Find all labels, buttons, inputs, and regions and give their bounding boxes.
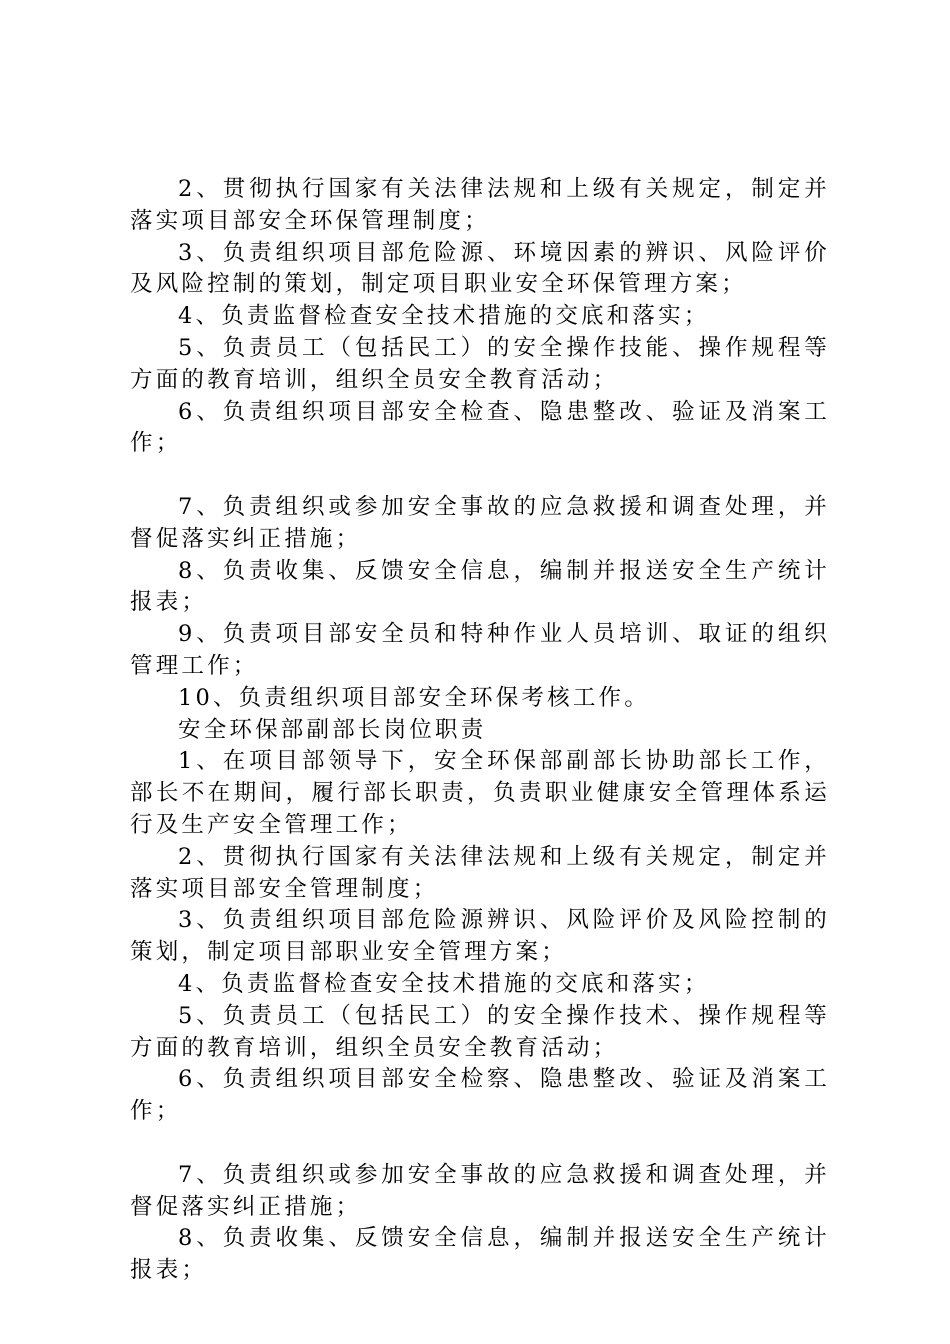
paragraph-item-8: 8、负责收集、反馈安全信息，编制并报送安全生产统计报表； xyxy=(130,557,830,616)
document-body xyxy=(130,174,830,1287)
paragraph-deputy-8: 8、负责收集、反馈安全信息，编制并报送安全生产统计报表； xyxy=(130,1225,830,1284)
paragraph-item-5: 5、负责员工（包括民工）的安全操作技能、操作规程等方面的教育培训，组织全员安全教育活动； xyxy=(130,334,830,393)
blank-line xyxy=(130,1128,830,1160)
paragraph-item-4: 4、负责监督检查安全技术措施的交底和落实； xyxy=(178,303,710,330)
paragraph-item-2: 2、贯彻执行国家有关法律法规和上级有关规定，制定并落实项目部安全环保管理制度； xyxy=(130,176,830,234)
paragraph-item-9: 9、负责项目部安全员和特种作业人员培训、取证的组织管理工作； xyxy=(130,621,830,679)
paragraph-deputy-6: 6、负责组织项目部安全检察、隐患整改、验证及消案工作； xyxy=(130,1066,830,1125)
paragraph-item-10: 10、负责组织项目部安全环保考核工作。 xyxy=(178,684,650,711)
paragraph-item-3: 3、负责组织项目部危险源、环境因素的辨识、风险评价及风险控制的策划，制定项目职业安全环保管理方案； xyxy=(130,239,830,298)
blank-line xyxy=(130,460,830,492)
paragraph-item-7: 7、负责组织或参加安全事故的应急救援和调查处理，并督促落实纠正措施； xyxy=(130,493,830,552)
paragraph-deputy-1: 1、在项目部领导下，安全环保部副部长协助部长工作，部长不在期间，履行部长职责，负责职业健康安全管理体系运行及生产安全管理工作； xyxy=(130,748,830,838)
paragraph-deputy-3: 3、负责组织项目部危险源辨识、风险评价及风险控制的策划，制定项目部职业安全管理方案； xyxy=(130,907,830,966)
paragraph-deputy-7: 7、负责组织或参加安全事故的应急救援和调查处理，并督促落实纠正措施； xyxy=(130,1161,830,1220)
paragraph-deputy-5: 5、负责员工（包括民工）的安全操作技术、操作规程等方面的教育培训，组织全员安全教育活动； xyxy=(130,1002,830,1061)
paragraph-deputy-4: 4、负责监督检查安全技术措施的交底和落实； xyxy=(178,970,710,997)
paragraph-item-6: 6、负责组织项目部安全检查、隐患整改、验证及消案工作； xyxy=(130,398,830,457)
section-heading: 安全环保部副部长岗位职责 xyxy=(178,716,487,743)
paragraph-deputy-2: 2、贯彻执行国家有关法律法规和上级有关规定，制定并落实项目部安全管理制度； xyxy=(130,843,830,902)
